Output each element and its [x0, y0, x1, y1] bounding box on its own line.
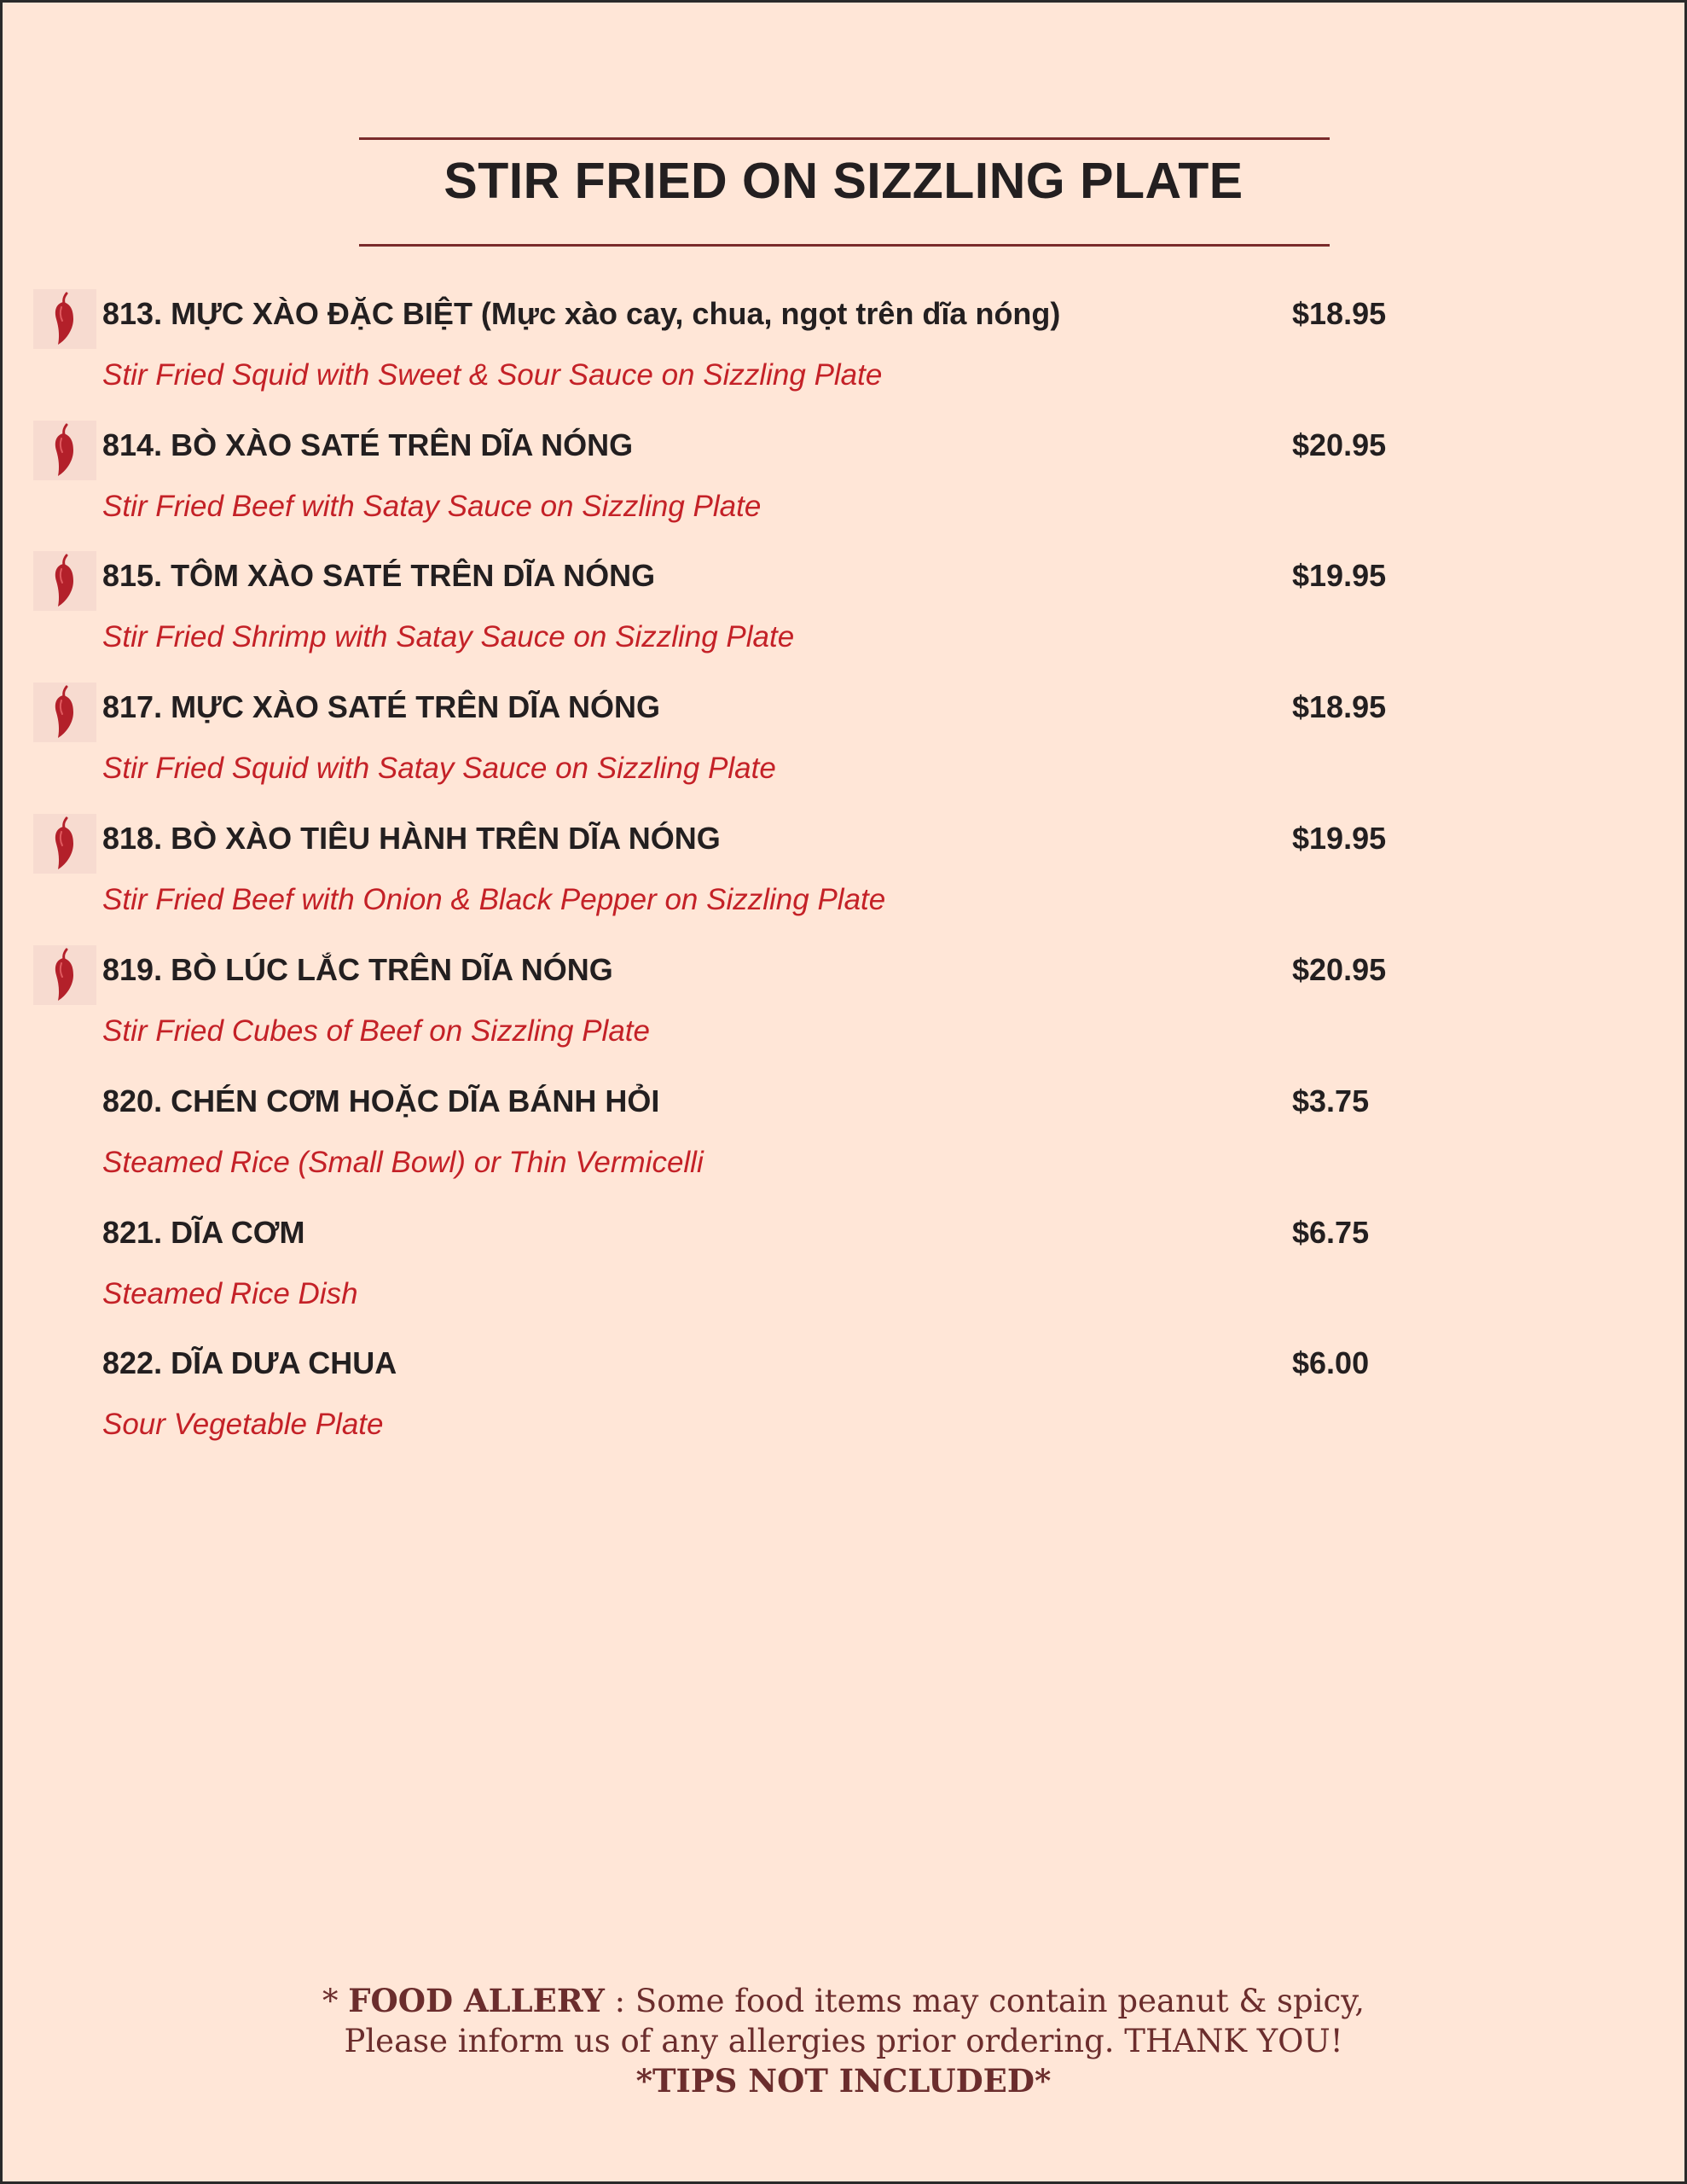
- chili-pepper-glyph: [49, 685, 80, 740]
- item-description: Steamed Rice (Small Bowl) or Thin Vermicelli: [102, 1146, 704, 1179]
- item-name: 818. BÒ XÀO TIÊU HÀNH TRÊN DĨA NÓNG: [102, 821, 721, 856]
- item-description: Stir Fried Cubes of Beef on Sizzling Plate: [102, 1014, 650, 1048]
- chili-pepper-icon: [33, 421, 96, 480]
- chili-pepper-icon: [33, 945, 96, 1005]
- item-description: Stir Fried Beef with Onion & Black Pepper on Sizzling Plate: [102, 883, 886, 916]
- chili-pepper-icon: [33, 289, 96, 349]
- chili-pepper-glyph: [49, 948, 80, 1002]
- tips-notice: [0, 2061, 1687, 2101]
- item-price: $6.75: [1292, 1215, 1370, 1250]
- item-description: Stir Fried Squid with Sweet & Sour Sauce on Sizzling Plate: [102, 358, 883, 392]
- item-name: 814. BÒ XÀO SATÉ TRÊN DĨA NÓNG: [102, 427, 634, 462]
- item-name: 820. CHÉN CƠM HOẶC DĨA BÁNH HỎI: [102, 1083, 660, 1118]
- menu-item: [0, 420, 1687, 548]
- tips-text: *TIPS NOT INCLUDED*: [635, 2062, 1052, 2100]
- title-bottom-rule: [359, 244, 1330, 247]
- menu-item: [0, 1207, 1687, 1335]
- chili-pepper-glyph: [49, 423, 80, 478]
- item-name: 817. MỰC XÀO SATÉ TRÊN DĨA NÓNG: [102, 689, 660, 724]
- item-description: Stir Fried Beef with Satay Sauce on Sizzling Plate: [102, 490, 762, 523]
- item-price: $18.95: [1292, 296, 1387, 331]
- item-price: $19.95: [1292, 558, 1387, 593]
- chili-pepper-icon: [33, 682, 96, 742]
- allergy-label: FOOD ALLERY: [348, 1982, 605, 2019]
- chili-pepper-glyph: [49, 816, 80, 871]
- item-price: $19.95: [1292, 821, 1387, 856]
- item-name: 819. BÒ LÚC LẮC TRÊN DĨA NÓNG: [102, 952, 613, 987]
- menu-item: [0, 1338, 1687, 1466]
- title-top-rule: [359, 137, 1330, 140]
- item-description: Steamed Rice Dish: [102, 1277, 358, 1310]
- menu-item: [0, 944, 1687, 1072]
- item-name: 821. DĨA CƠM: [102, 1215, 305, 1250]
- item-price: $20.95: [1292, 952, 1387, 987]
- chili-pepper-icon: [33, 551, 96, 611]
- item-name: 822. DĨA DƯA CHUA: [102, 1345, 397, 1380]
- item-price: $6.00: [1292, 1345, 1370, 1380]
- menu-item: [0, 682, 1687, 810]
- allergy-notice: [0, 1981, 1687, 2101]
- item-price: $18.95: [1292, 689, 1387, 724]
- menu-item: [0, 1076, 1687, 1204]
- allergy-text: : Some food items may contain peanut & spicy,: [604, 1983, 1365, 2019]
- item-name: 815. TÔM XÀO SATÉ TRÊN DĨA NÓNG: [102, 558, 656, 593]
- menu-item: [0, 813, 1687, 941]
- chili-pepper-glyph: [49, 554, 80, 608]
- chili-pepper-glyph: [49, 292, 80, 346]
- chili-pepper-icon: [33, 814, 96, 874]
- item-description: Stir Fried Shrimp with Satay Sauce on Sizzling Plate: [102, 620, 795, 653]
- allergy-line-1: [0, 1981, 1687, 2021]
- menu-item: [0, 288, 1687, 416]
- item-price: $20.95: [1292, 427, 1387, 462]
- item-description: Stir Fried Squid with Satay Sauce on Sizzling Plate: [102, 752, 776, 785]
- item-name: 813. MỰC XÀO ĐẶC BIỆT (Mực xào cay, chua, ngọt trên dĩa nóng): [102, 296, 1061, 331]
- allergy-prefix: *: [322, 1983, 349, 2019]
- menu-item: [0, 550, 1687, 678]
- item-price: $3.75: [1292, 1083, 1370, 1118]
- item-description: Sour Vegetable Plate: [102, 1408, 384, 1441]
- allergy-line-2: Please inform us of any allergies prior ordering. THANK YOU!: [344, 2023, 1343, 2059]
- page-title: STIR FRIED ON SIZZLING PLATE: [443, 153, 1244, 209]
